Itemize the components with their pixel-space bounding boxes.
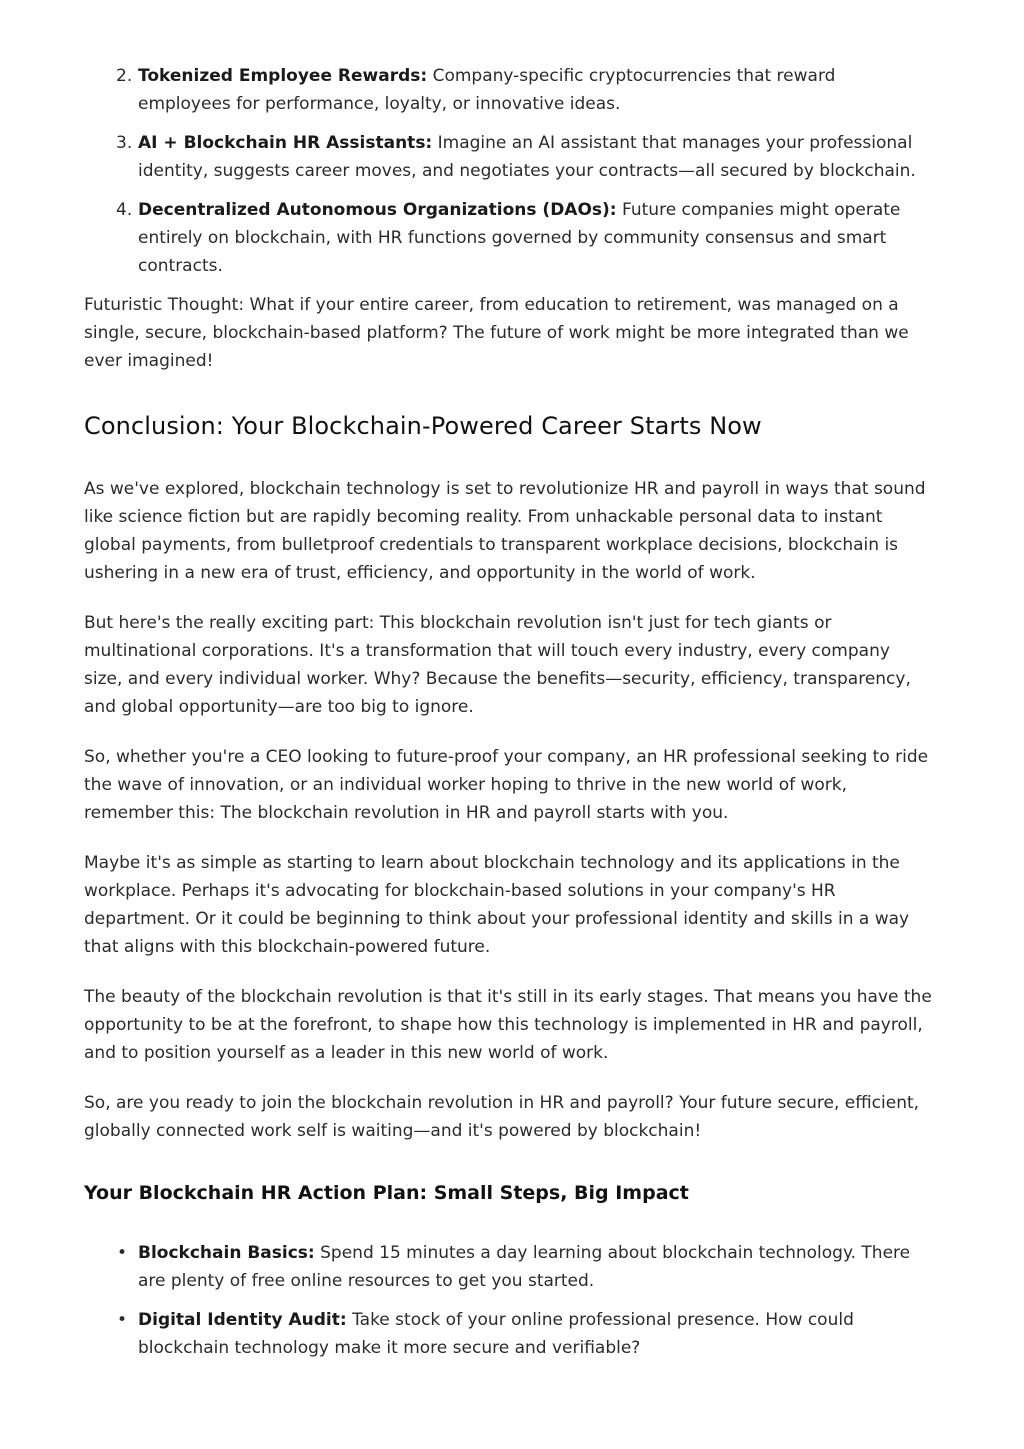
conclusion-paragraph: The beauty of the blockchain revolution is that it's still in its early stages. That means you have the opportunity to be at the forefront, to shape how this technology is implemented in HR and payroll, and to position yourself as a leader in this new world of work.: [84, 987, 932, 1063]
conclusion-heading: Conclusion: Your Blockchain-Powered Career Starts Now: [84, 412, 762, 440]
list-item-term: AI + Blockchain HR Assistants:: [138, 133, 433, 153]
list-item-text: Future companies might operate entirely on blockchain, with HR functions governed by community consensus and smart contracts.: [138, 200, 901, 276]
list-item-text: Company-specific cryptocurrencies that reward employees for performance, loyalty, or innovative ideas.: [138, 66, 836, 114]
action-plan-heading: Your Blockchain HR Action Plan: Small Steps, Big Impact: [84, 1182, 689, 1204]
list-number: 2.: [116, 66, 133, 86]
action-plan-list: [84, 1239, 932, 1362]
numbered-list: [84, 62, 932, 280]
list-item-term: Tokenized Employee Rewards:: [138, 66, 428, 86]
list-item-text: Spend 15 minutes a day learning about blockchain technology. There are plenty of free online resources to get you started.: [138, 1243, 911, 1291]
list-item: [84, 129, 932, 185]
list-item-text: Take stock of your online professional presence. How could blockchain technology make it more secure and verifiable?: [138, 1310, 854, 1358]
list-item: [84, 1306, 932, 1362]
futuristic-thought-paragraph: Futuristic Thought: What if your entire career, from education to retirement, was managed on a single, secure, blockchain-based platform? The future of work might be more integrated than we ever imagined!: [84, 295, 909, 371]
list-number: 3.: [116, 133, 133, 153]
conclusion-paragraph: As we've explored, blockchain technology is set to revolutionize HR and payroll in ways that sound like science fiction but are rapidly becoming reality. From unhackable personal data to instant global payments, from bulletproof credentials to transparent workplace decisions, blockchain is ushering in a new era of trust, efficiency, and opportunity in the world of work.: [84, 479, 926, 583]
list-item-term: Decentralized Autonomous Organizations (DAOs):: [138, 200, 617, 220]
list-number: 4.: [116, 200, 133, 220]
article-content: [84, 62, 932, 1373]
bullet-icon: •: [117, 1310, 128, 1330]
list-item: [84, 1239, 932, 1295]
conclusion-paragraph: Maybe it's as simple as starting to learn about blockchain technology and its applications in the workplace. Perhaps it's advocating for blockchain-based solutions in your company's HR department. Or it could be beginning to think about your professional identity and skills in a way that aligns with this blockchain-powered future.: [84, 853, 910, 957]
bullet-icon: •: [117, 1243, 128, 1263]
list-item: [84, 196, 932, 280]
conclusion-paragraph: So, are you ready to join the blockchain revolution in HR and payroll? Your future secure, efficient, globally connected work self is waiting—and it's powered by blockchain!: [84, 1093, 920, 1141]
conclusion-paragraph: So, whether you're a CEO looking to future-proof your company, an HR professional seeking to ride the wave of innovation, or an individual worker hoping to thrive in the new world of work, remember this: The blockchain revolution in HR and payroll starts with you.: [84, 747, 929, 823]
list-item-term: Blockchain Basics:: [138, 1243, 315, 1263]
list-item: [84, 62, 932, 118]
list-item-term: Digital Identity Audit:: [138, 1310, 347, 1330]
list-item-text: Imagine an AI assistant that manages your professional identity, suggests career moves, and negotiates your contracts—all secured by blockchain.: [138, 133, 916, 181]
conclusion-paragraph: But here's the really exciting part: This blockchain revolution isn't just for tech giants or multinational corporations. It's a transformation that will touch every industry, every company size, and every individual worker. Why? Because the benefits—security, efficiency, transparency, and global opportunity—are too big to ignore.: [84, 613, 911, 717]
